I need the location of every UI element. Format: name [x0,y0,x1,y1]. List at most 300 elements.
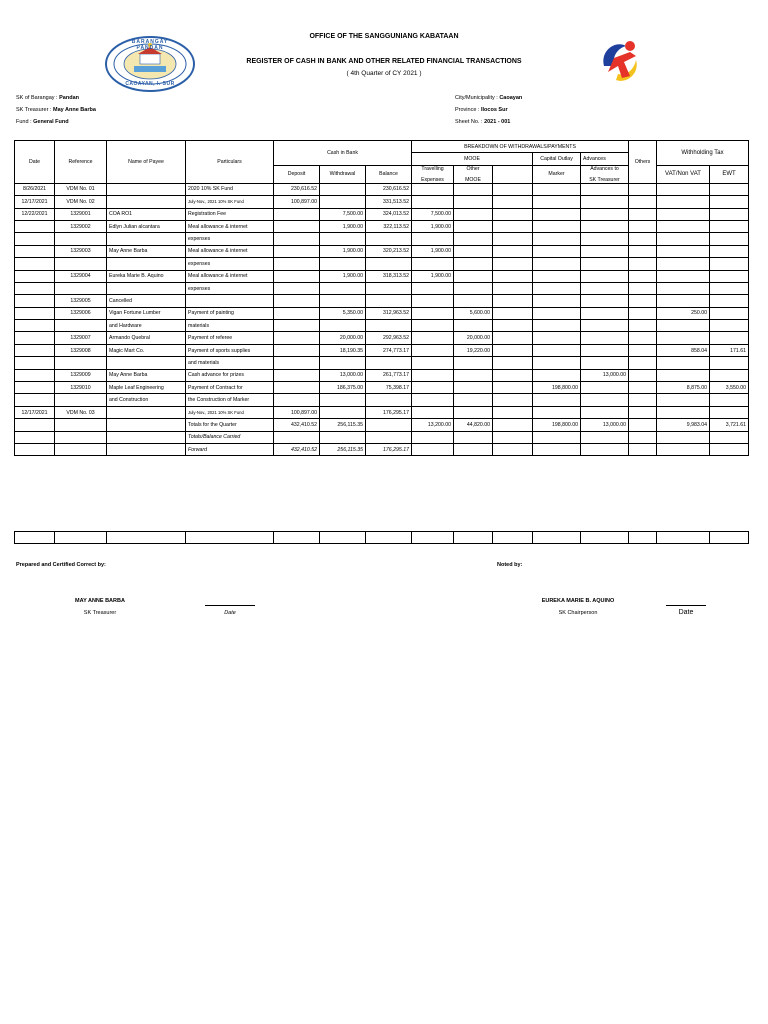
cell-payee [107,282,186,294]
cell-part: and materials [186,357,274,369]
cell-wd: 1,900.00 [320,270,366,282]
cell-dep [274,295,320,307]
cell-omooe [454,295,493,307]
cell-trav [412,183,454,195]
cell-omooe [454,394,493,406]
cell-date [15,307,55,319]
cell-adv [581,344,629,356]
cell-ewt [710,307,749,319]
cell-vat [657,183,710,195]
col-other-mooe: Other MOOE [454,165,493,183]
cell-vat: 858.04 [657,344,710,356]
cell-empty [629,245,657,257]
treasurer-name: MAY ANNE BARBA [75,598,125,604]
cell-trav [412,382,454,394]
table-row [15,382,749,394]
cell-bal [366,295,412,307]
cell-wd [320,357,366,369]
cell-empty [629,344,657,356]
cell-adv [581,245,629,257]
cell-empty [629,183,657,195]
cell-part: Payment of referee [186,332,274,344]
col-deposit: Deposit [274,165,320,183]
table-row [15,245,749,257]
cell-adv [581,282,629,294]
cell-omooe [454,443,493,455]
cell-ref: 1329006 [55,307,107,319]
cell-dep: 230,616.52 [274,183,320,195]
cell-ref [55,431,107,443]
cell-wd [320,406,366,418]
office-title: OFFICE OF THE SANGGUNIANG KABATAAN [309,33,459,40]
col-breakdown: BREAKDOWN OF WITHDRAWALS/PAYMENTS [412,141,629,153]
cell-payee [107,357,186,369]
cell-omooe [454,406,493,418]
cell-trav: 1,900.00 [412,245,454,257]
prepared-by-label: Prepared and Certified Correct by: [16,562,106,568]
cell-ewt: 3,550.00 [710,382,749,394]
cell-ewt [710,282,749,294]
cell-part: Forward [186,443,274,455]
cell-empty [629,431,657,443]
cell-vat [657,282,710,294]
cell-adv [581,443,629,455]
seal-text-bottom: CAOAYAN, I. SUR [125,81,175,87]
cell-date [15,419,55,431]
cell-empty [493,344,533,356]
cell-wd [320,282,366,294]
cell-dep: 100,897.00 [274,406,320,418]
cell-empty [629,270,657,282]
cell-marker [533,245,581,257]
cell-trav [412,369,454,381]
cell-wd: 18,190.35 [320,344,366,356]
cell-part: Cash advance for prizes [186,369,274,381]
cell-omooe: 5,600.00 [454,307,493,319]
cell-bal: 318,313.52 [366,270,412,282]
cell-empty [629,320,657,332]
cell-date [15,220,55,232]
cell-dep: 432,410.52 [274,443,320,455]
cell-vat [657,357,710,369]
cell-adv [581,183,629,195]
cell-trav [412,431,454,443]
cell-bal: 324,013.52 [366,208,412,220]
cell-marker [533,320,581,332]
cell-empty [493,220,533,232]
cell-vat [657,196,710,208]
cell-ewt [710,369,749,381]
cell-trav: 1,900.00 [412,220,454,232]
cell-payee [107,419,186,431]
cell-empty [629,357,657,369]
cell-payee: and Hardware [107,320,186,332]
cell-marker [533,258,581,270]
cell-empty [493,208,533,220]
cell-dep [274,245,320,257]
cell-part: expenses [186,282,274,294]
cell-empty [629,419,657,431]
col-withdrawal: Withdrawal [320,165,366,183]
cell-part: expenses [186,258,274,270]
info-municipality: City/Municipality : Caoayan [455,95,523,101]
cell-vat: 8,875.00 [657,382,710,394]
table-row [15,394,749,406]
cell-payee [107,443,186,455]
col-ewt: EWT [710,165,749,183]
cell-ref: 1329010 [55,382,107,394]
cell-date [15,394,55,406]
cell-dep [274,382,320,394]
cell-payee: May Anne Barba [107,369,186,381]
cell-wd: 5,350.00 [320,307,366,319]
treasurer-date-label: Date [224,610,236,616]
cell-trav [412,406,454,418]
cell-adv [581,208,629,220]
cell-empty [493,307,533,319]
cell-dep [274,282,320,294]
seal-text-top: BARANGAY PANDAN [131,39,169,51]
cell-marker [533,270,581,282]
cell-vat [657,443,710,455]
cell-vat [657,208,710,220]
table-row [15,220,749,232]
cell-bal [366,258,412,270]
cell-empty [629,443,657,455]
cell-omooe [454,282,493,294]
cell-adv [581,382,629,394]
cell-part: Payment of sports supplies [186,344,274,356]
cell-date [15,233,55,245]
cell-trav [412,357,454,369]
cell-empty [493,245,533,257]
cell-bal [366,419,412,431]
cell-omooe [454,220,493,232]
cell-trav [412,295,454,307]
cell-empty [493,357,533,369]
cell-trav [412,332,454,344]
cell-empty [493,431,533,443]
col-date: Date [15,141,55,184]
cell-marker [533,369,581,381]
cell-empty [493,258,533,270]
cell-wd: 13,000.00 [320,369,366,381]
cell-ewt [710,357,749,369]
col-travelling-expenses: Travelling Expenses [412,165,454,183]
table-row [15,431,749,443]
cell-ref: 1329001 [55,208,107,220]
cell-empty [493,295,533,307]
chairperson-role: SK Chairperson [558,610,598,616]
cell-vat [657,369,710,381]
cell-marker [533,431,581,443]
cell-ewt [710,394,749,406]
cell-part: Totals/Balance Carried [186,431,274,443]
cell-payee [107,431,186,443]
cell-payee: and Construction [107,394,186,406]
cell-ref: VDM No. 03 [55,406,107,418]
cell-wd [320,320,366,332]
cell-ewt [710,208,749,220]
cell-date [15,382,55,394]
table-row [15,406,749,418]
chairperson-date-label: Date [678,609,694,616]
cell-part: July-Nov., 2021 10% SK Fund [186,406,274,418]
cell-empty [493,183,533,195]
cell-ref [55,282,107,294]
col-mooe: MOOE [412,153,533,165]
cell-bal: 292,963.52 [366,332,412,344]
cell-vat [657,270,710,282]
cell-empty [493,270,533,282]
cell-date [15,357,55,369]
cell-bal [366,357,412,369]
cell-dep [274,208,320,220]
cell-vat [657,233,710,245]
cell-ref: 1329002 [55,220,107,232]
cell-bal [366,282,412,294]
cell-empty [629,382,657,394]
cell-vat [657,295,710,307]
table-row [15,233,749,245]
cell-marker [533,208,581,220]
table-row [15,295,749,307]
table-row [15,208,749,220]
col-vat: VAT/Non VAT [657,165,710,183]
cell-empty [493,394,533,406]
cell-bal [366,431,412,443]
cell-part: July-Nov., 2021 10% SK Fund [186,196,274,208]
cell-ewt [710,196,749,208]
cell-wd: 1,900.00 [320,220,366,232]
cell-empty [629,233,657,245]
cell-trav: 1,900.00 [412,270,454,282]
cell-part: Meal allowance & internet [186,220,274,232]
cell-empty [629,394,657,406]
cell-wd [320,295,366,307]
table-row [15,307,749,319]
cell-part: Meal allowance & internet [186,245,274,257]
cell-marker [533,307,581,319]
cell-wd [320,183,366,195]
table-row [15,443,749,455]
cell-dep [274,344,320,356]
cell-marker [533,443,581,455]
cell-vat [657,394,710,406]
info-treasurer: SK Treasurer : May Anne Barba [16,107,96,113]
cell-wd [320,394,366,406]
cell-vat [657,320,710,332]
cell-marker [533,394,581,406]
cell-empty [493,419,533,431]
cell-payee [107,196,186,208]
cell-payee: Magic Mart Co. [107,344,186,356]
col-advances-to-sk: Advances to SK Treasurer [581,165,629,183]
cell-payee [107,258,186,270]
cell-part: Payment of painting [186,307,274,319]
cell-date: 8/26/2021 [15,183,55,195]
cell-vat: 9,983.04 [657,419,710,431]
cell-ref: 1329007 [55,332,107,344]
col-advances: Advances [581,153,629,165]
table-row [15,196,749,208]
cell-adv [581,357,629,369]
cell-empty [493,382,533,394]
cell-ref: 1329005 [55,295,107,307]
cell-date [15,344,55,356]
cell-adv [581,394,629,406]
table-row [15,270,749,282]
cell-bal [366,233,412,245]
cell-bal: 176,295.17 [366,406,412,418]
col-marker: Marker [533,165,581,183]
cell-part: Meal allowance & internet [186,270,274,282]
cell-dep [274,394,320,406]
register-title: REGISTER OF CASH IN BANK AND OTHER RELATED FINANCIAL TRANSACTIONS [246,58,522,65]
cell-wd: 186,375.00 [320,382,366,394]
cell-trav: 13,200.00 [412,419,454,431]
cell-bal: 322,113.52 [366,220,412,232]
cell-dep [274,369,320,381]
cell-empty [629,220,657,232]
cell-adv: 13,000.00 [581,419,629,431]
table-row [15,369,749,381]
cell-date: 12/17/2021 [15,196,55,208]
chairperson-name: EUREKA MARIE B. AQUINO [541,598,615,604]
cell-date [15,270,55,282]
cell-part: materials [186,320,274,332]
cell-ewt [710,233,749,245]
cell-ref [55,443,107,455]
cell-ref [55,320,107,332]
table-row [15,344,749,356]
cell-ref: 1329009 [55,369,107,381]
cell-trav [412,196,454,208]
cell-omooe: 20,000.00 [454,332,493,344]
cell-empty [629,208,657,220]
cell-marker [533,233,581,245]
cell-part: Payment of Contract for [186,382,274,394]
col-withholding-tax: Withholding Tax [657,141,749,166]
cell-omooe: 19,220.00 [454,344,493,356]
cell-empty [629,406,657,418]
cell-empty [493,196,533,208]
cell-adv [581,220,629,232]
cell-ewt [710,183,749,195]
info-province: Province : Ilocos Sur [455,107,508,113]
cell-omooe [454,357,493,369]
table-row [15,282,749,294]
cell-empty [629,295,657,307]
cell-trav [412,344,454,356]
col-balance: Balance [366,165,412,183]
cell-adv [581,196,629,208]
col-capital-outlay: Capital Outlay [533,153,581,165]
cell-adv [581,406,629,418]
cell-dep [274,307,320,319]
cell-empty [493,369,533,381]
cell-wd: 256,115.35 [320,419,366,431]
cell-empty [629,258,657,270]
cell-date [15,258,55,270]
cell-omooe: 44,820.00 [454,419,493,431]
table-row [15,332,749,344]
cell-ref [55,233,107,245]
cell-ewt [710,320,749,332]
cell-payee [107,406,186,418]
cell-ewt [710,295,749,307]
cell-payee [107,183,186,195]
cell-marker [533,183,581,195]
cell-ewt [710,443,749,455]
cell-trav [412,233,454,245]
cell-payee: Eureka Marie B. Aquino [107,270,186,282]
cell-ewt: 171.61 [710,344,749,356]
cell-ref: 1329008 [55,344,107,356]
quarter-subtitle: ( 4th Quarter of CY 2021 ) [346,70,422,77]
cell-empty [629,332,657,344]
cell-omooe [454,245,493,257]
cell-adv [581,233,629,245]
col-particulars: Particulars [186,141,274,184]
cell-bal: 176,295.17 [366,443,412,455]
cell-empty [629,282,657,294]
cell-marker [533,295,581,307]
cell-trav: 7,500.00 [412,208,454,220]
cell-ewt [710,406,749,418]
cell-marker [533,282,581,294]
cell-wd [320,196,366,208]
cell-date [15,369,55,381]
cell-adv [581,258,629,270]
cell-part [186,295,274,307]
cell-dep [274,320,320,332]
cell-payee: Armando Quebral [107,332,186,344]
register-table [14,140,749,456]
cell-vat [657,332,710,344]
cell-bal: 75,398.17 [366,382,412,394]
cell-adv [581,270,629,282]
cell-trav [412,258,454,270]
blank-row [15,532,749,544]
cell-omooe [454,369,493,381]
cell-payee: Vigan Fortune Lumber [107,307,186,319]
cell-adv: 13,000.00 [581,369,629,381]
cell-payee: COA RO1 [107,208,186,220]
cell-omooe [454,382,493,394]
cell-ewt [710,332,749,344]
cell-ewt [710,220,749,232]
cell-bal [366,394,412,406]
cell-ewt [710,270,749,282]
cell-empty [493,443,533,455]
cell-empty [493,332,533,344]
cell-marker [533,220,581,232]
col-payee: Name of Payee [107,141,186,184]
cell-empty [629,196,657,208]
cell-date [15,245,55,257]
cell-omooe [454,431,493,443]
cell-vat [657,431,710,443]
cell-marker [533,196,581,208]
cell-omooe [454,258,493,270]
cell-trav [412,394,454,406]
cell-adv [581,431,629,443]
cell-omooe [454,270,493,282]
chairperson-date-line [666,605,706,606]
cell-date [15,332,55,344]
cell-bal [366,320,412,332]
